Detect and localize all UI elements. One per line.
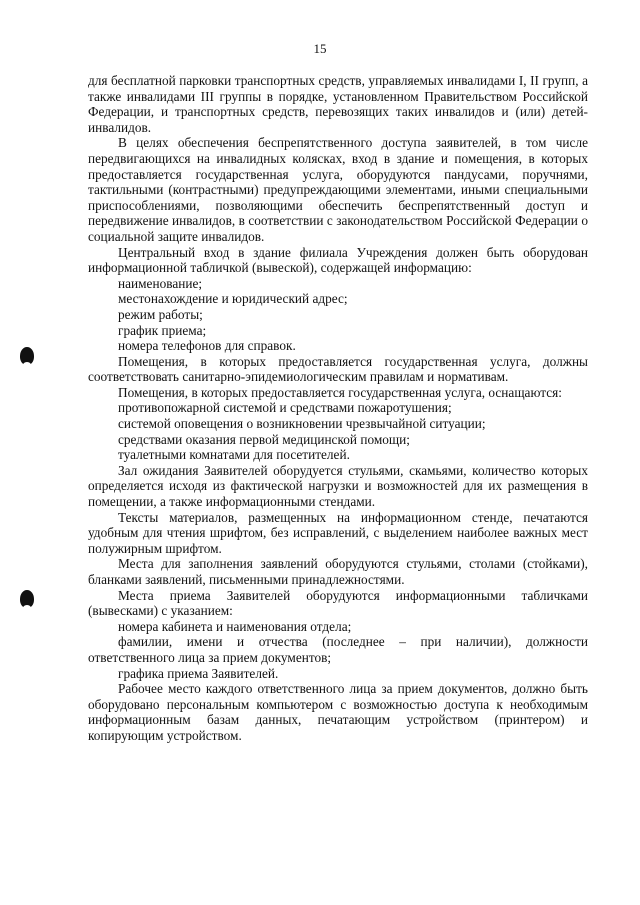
paragraph: Помещения, в которых предоставляется государственная услуга, оснащаются: <box>118 384 562 400</box>
paragraph: Зал ожидания Заявителей оборудуется стульями, скамьями, количество которых определяется исходя из фактической нагрузки и возможностей для их размещения в помещении, а также информационными стендами. <box>88 462 588 510</box>
list-item: номера кабинета и наименования отдела; <box>118 618 352 634</box>
list-item: системой оповещения о возникновении чрезвычайной ситуации; <box>118 416 486 432</box>
list-item: наименование; <box>118 275 203 291</box>
page-number: 15 <box>313 41 327 56</box>
paragraph: Места приема Заявителей оборудуются информационными табличками (вывесками) с указанием: <box>88 587 588 619</box>
list-item: фамилии, имени и отчества (последнее – при наличии), должности ответственного лица за прием документов; <box>88 634 588 665</box>
paragraph: Центральный вход в здание филиала Учреждения должен быть оборудован информационной табличкой (вывеской), содержащей информацию: <box>88 244 588 276</box>
list-item: местонахождение и юридический адрес; <box>118 291 348 307</box>
list-item: средствами оказания первой медицинской помощи; <box>118 431 410 447</box>
list-item: режим работы; <box>118 306 203 322</box>
paragraph: для бесплатной парковки транспортных средств, управляемых инвалидами I, II групп, а также инвалидами III группы в порядке, установленном Правительством Российской Федерации, и транспортных средств, перевозящих таких инвалидов и (или) детей-инвалидов. <box>88 73 588 135</box>
punch-hole-bottom <box>20 590 34 608</box>
document-body <box>88 73 588 744</box>
punch-hole-top <box>20 347 34 365</box>
paragraph: Помещения, в которых предоставляется государственная услуга, должны соответствовать санитарно-эпидемиологическим правилам и нормативам. <box>88 353 588 385</box>
paragraph: В целях обеспечения беспрепятственного доступа заявителей, в том числе передвигающихся на инвалидных колясках, вход в здание и помещения, в которых предоставляется государственная услуга, оборудуются пандусами, поручнями, тактильными (контрастными) предупреждающими элементами, иными специальными приспособлениями, позволяющими обеспечить беспрепятственный доступ и передвижение инвалидов, в соответствии с законодательством Российской Федерации о социальной защите инвалидов. <box>88 135 588 244</box>
list-item: номера телефонов для справок. <box>118 338 296 354</box>
list-item: туалетными комнатами для посетителей. <box>118 447 350 463</box>
paragraph: Места для заполнения заявлений оборудуются стульями, столами (стойками), бланками заявлений, письменными принадлежностями. <box>88 556 588 587</box>
paragraph: Тексты материалов, размещенных на информационном стенде, печатаются удобным для чтения шрифтом, без исправлений, с выделением наиболее важных мест полужирным шрифтом. <box>88 509 588 556</box>
list-item: график приема; <box>118 322 207 338</box>
paragraph: Рабочее место каждого ответственного лица за прием документов, должно быть оборудовано персональным компьютером с возможностью доступа к необходимым информационным базам данных, печатающим устройством (принтером) и копирующим устройством. <box>88 681 588 743</box>
list-item: графика приема Заявителей. <box>118 665 279 681</box>
list-item: противопожарной системой и средствами пожаротушения; <box>118 400 452 416</box>
